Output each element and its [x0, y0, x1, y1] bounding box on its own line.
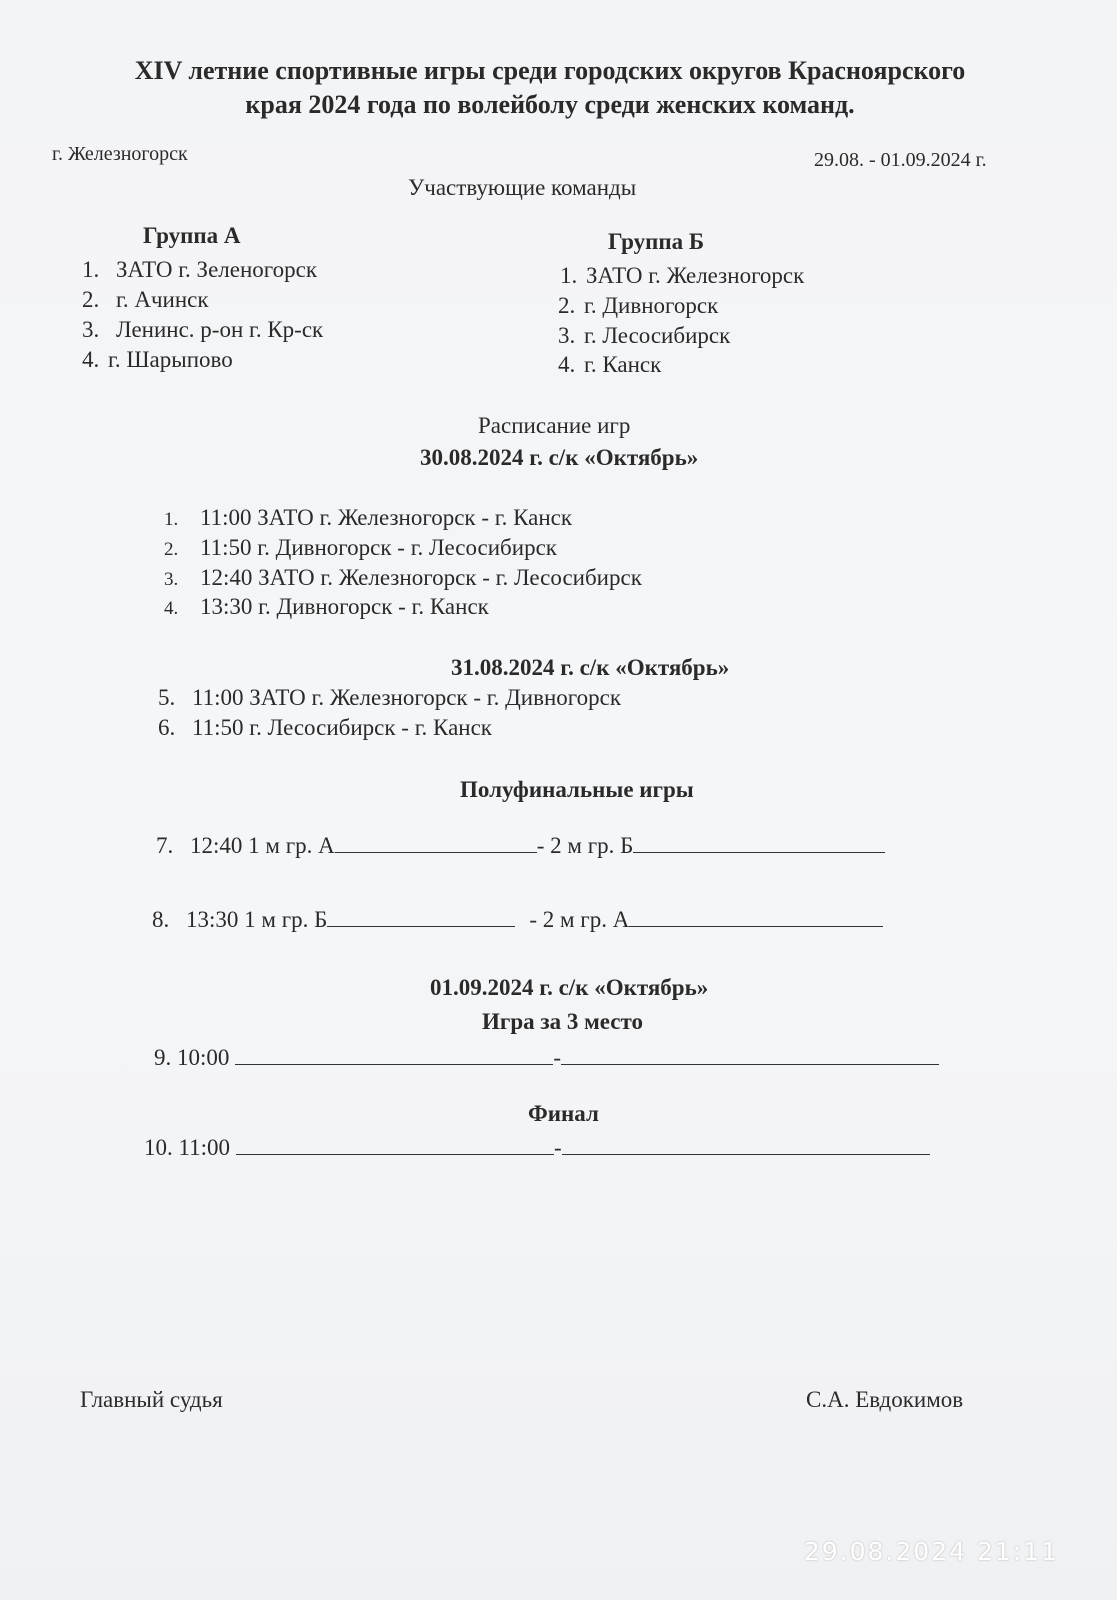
game-number: 3. [164, 569, 179, 590]
team-name: ЗАТО г. Зеленогорск [116, 257, 318, 282]
item-number: 4. [82, 347, 100, 372]
team-name: г. Лесосибирск [584, 323, 731, 348]
game-number: 8. [152, 907, 170, 932]
judge-label: Главный судья [80, 1387, 223, 1412]
group-a-title: Группа А [143, 223, 241, 248]
game-row [164, 566, 642, 589]
judge-name: С.А. Евдокимов [806, 1387, 964, 1412]
group-b-item [558, 294, 718, 317]
schedule-heading: Расписание игр [478, 413, 631, 438]
game-text: 11:00 ЗАТО г. Железногорск - г. Дивногорск [192, 685, 622, 710]
city-label: г. Железногорск [52, 143, 188, 165]
game-row [158, 716, 492, 739]
game-left: 12:40 1 м гр. А [190, 833, 335, 858]
semifinal-row [156, 832, 885, 857]
group-b-item [558, 324, 730, 347]
group-b-item [558, 353, 661, 376]
team-name: Ленинс. р-он г. Кр-ск [116, 317, 324, 342]
game-right: - 2 м гр. А [529, 907, 630, 932]
game-row [164, 506, 572, 529]
group-b-item [560, 264, 804, 287]
title-line-2: края 2024 года по волейболу среди женских команд. [245, 90, 855, 119]
blank-line [235, 1044, 553, 1065]
game-number: 6. [158, 715, 176, 740]
title-line-1: XIV летние спортивные игры среди городских округов Красноярского [134, 56, 966, 85]
final-title: Финал [528, 1101, 599, 1126]
date-range: 29.08. - 01.09.2024 г. [814, 149, 987, 171]
team-name: г. Канск [584, 352, 662, 377]
blank-line [327, 906, 515, 927]
game-number: 5. [158, 685, 176, 710]
game-number: 2. [164, 539, 179, 560]
game-row [164, 595, 489, 618]
team-name: г. Дивногорск [584, 293, 719, 318]
game-text: 11:50 г. Лесосибирск - г. Канск [192, 715, 492, 740]
game-number: 7. [156, 833, 174, 858]
semifinals-title: Полуфинальные игры [460, 777, 694, 802]
team-name: г. Ачинск [116, 287, 209, 312]
game-label: 10. 11:00 [144, 1135, 231, 1160]
teams-heading: Участвующие команды [408, 175, 637, 200]
day2-title: 31.08.2024 г. с/к «Октябрь» [451, 655, 730, 680]
group-a-item [82, 258, 317, 281]
final-row [144, 1134, 930, 1159]
item-number: 2. [82, 287, 100, 312]
game-number: 4. [164, 598, 179, 619]
group-a-item [82, 348, 233, 371]
dash: - [553, 1045, 562, 1070]
blank-line [236, 1134, 554, 1155]
blank-line [629, 906, 883, 927]
game-text: 11:50 г. Дивногорск - г. Лесосибирск [200, 535, 557, 560]
game-text: 13:30 г. Дивногорск - г. Канск [200, 594, 489, 619]
game-text: 12:40 ЗАТО г. Железногорск - г. Лесосибирск [200, 565, 642, 590]
day1-title: 30.08.2024 г. с/к «Октябрь» [420, 445, 699, 470]
group-a-item [82, 288, 209, 311]
game-left: 13:30 1 м гр. Б [186, 907, 328, 932]
blank-line [561, 1044, 939, 1065]
item-number: 1. [560, 263, 578, 288]
game-text: 11:00 ЗАТО г. Железногорск - г. Канск [200, 505, 573, 530]
item-number: 3. [82, 317, 100, 342]
group-a-item [82, 318, 323, 341]
blank-line [335, 832, 537, 853]
item-number: 2. [558, 293, 576, 318]
team-name: ЗАТО г. Железногорск [586, 263, 805, 288]
item-number: 4. [558, 352, 576, 377]
blank-line [633, 832, 885, 853]
blank-line [562, 1134, 930, 1155]
item-number: 3. [558, 323, 576, 348]
dash: - [554, 1135, 562, 1160]
team-name: г. Шарыпово [108, 347, 233, 372]
game-row [164, 536, 557, 559]
group-b-title: Группа Б [608, 229, 705, 254]
third-place-row [154, 1044, 939, 1069]
third-place-title: Игра за 3 место [482, 1009, 643, 1034]
photo-timestamp: 29.08.2024 21:11 [803, 1537, 1059, 1566]
semifinal-row [152, 906, 883, 931]
game-row [158, 686, 621, 709]
item-number: 1. [82, 257, 100, 282]
game-number: 1. [164, 509, 179, 530]
game-right: - 2 м гр. Б [536, 833, 634, 858]
day3-title: 01.09.2024 г. с/к «Октябрь» [430, 975, 709, 1000]
game-label: 9. 10:00 [154, 1045, 230, 1070]
